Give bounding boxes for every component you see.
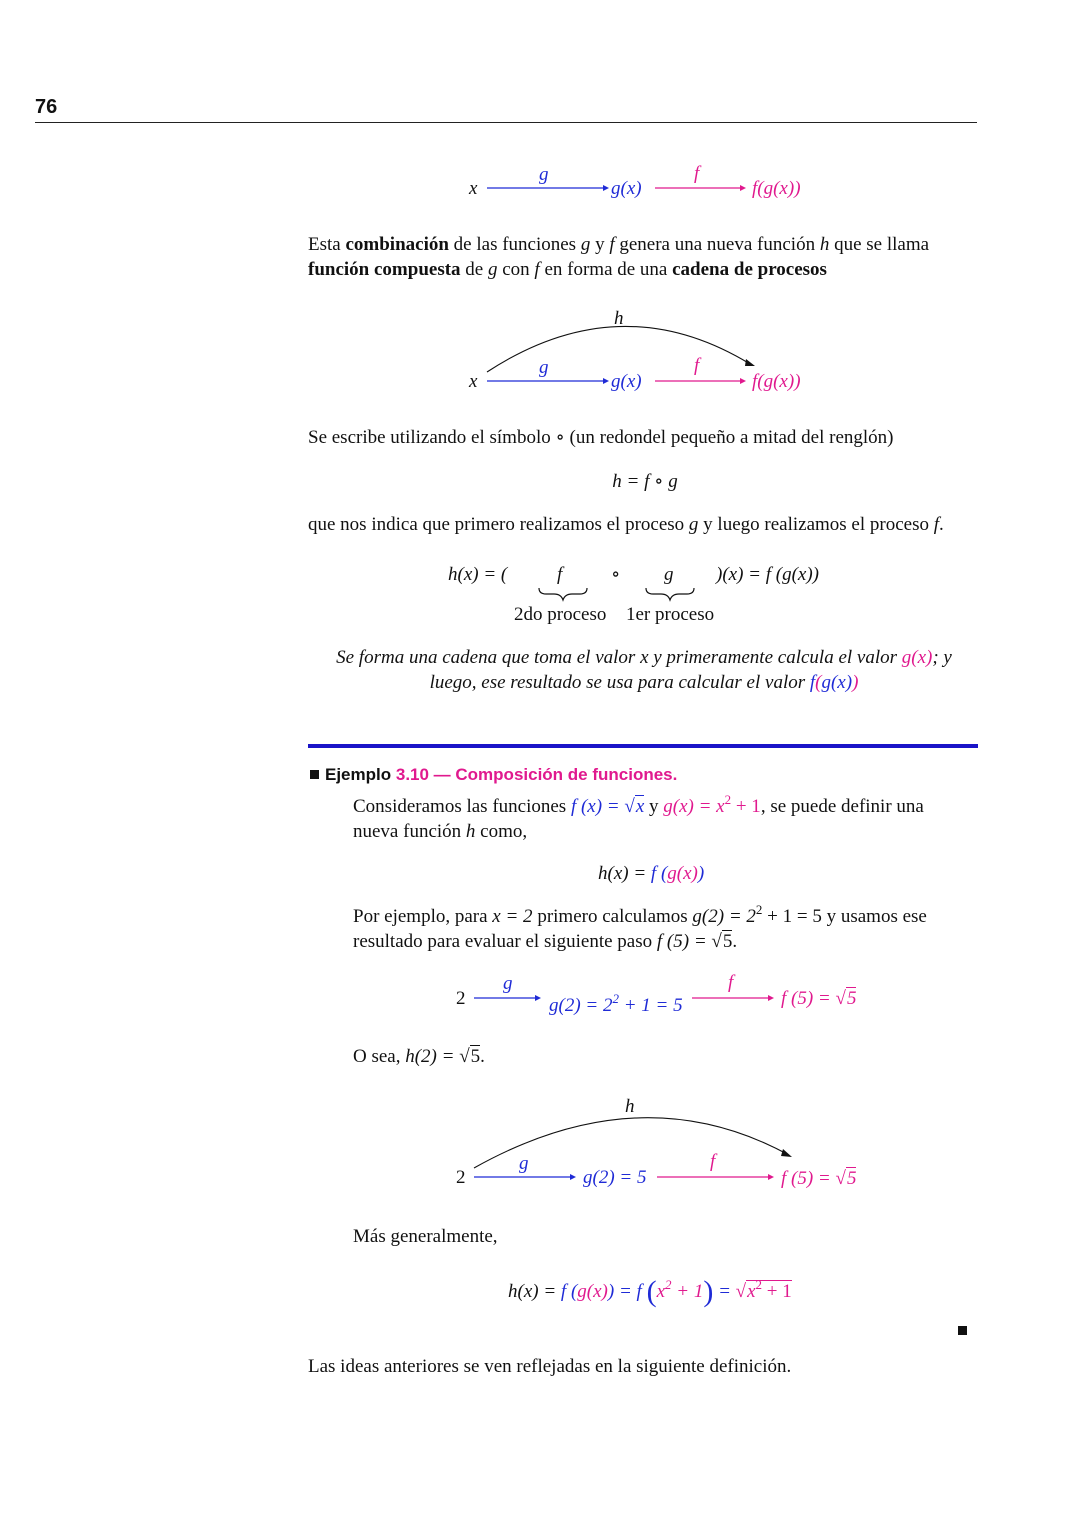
paragraph-combinacion: Esta combinación de las funciones g y f genera una nueva función h que se llama función compuesta de g con f en forma de una cadena de procesos [308,234,930,280]
diagram-4-mid: g(2) = 5 [583,1167,647,1188]
composition-g: g [664,564,674,585]
equation-h-fog: h = f ∘ g [612,471,678,492]
diagram-2-fgx: f(g(x)) [752,371,801,392]
diagram-3-mid: $g(2) = 2^2 + 1 = 5$ [549,991,683,1016]
composition-lhs: h(x) = ( [448,564,508,585]
diagram-4-two: 2 [456,1167,466,1188]
paragraph-primero: que nos indica que primero realizamos el proceso g y luego realizamos el proceso f. [308,514,944,535]
o-sea: O sea, h(2) = √5. [353,1046,485,1067]
diagram-3-f-label: f [728,972,734,993]
diagram-2-x: x [469,371,478,392]
diagram-2-gx: g(x) [611,371,642,392]
general-equation: h(x) = f (g(x)) = f $(x^2 + 1) = √x^2 + 1$ [508,1275,792,1308]
composition-rhs: )(x) = f (g(x)) [716,564,820,585]
closing-paragraph: Las ideas anteriores se ven reflejadas en la siguiente definición. [308,1356,792,1377]
label-1er-proceso: 1er proceso [626,604,715,625]
diagram-3-two: 2 [456,988,466,1009]
diagram-2-g-label: g [539,357,549,378]
diagram-3-end: f (5) = √5 [781,988,857,1009]
diagram-4-h-label: h [625,1096,635,1117]
diagram-3-g-label: g [503,973,513,994]
example-intro: Consideramos las funciones f (x) = √x y $g(x) = x^2 + 1$, se puede definir una nueva función h como, [353,792,924,842]
mas-generalmente: Más generalmente, [353,1226,498,1247]
composition-circ: ∘ [611,564,621,585]
diagram-2-h-label: h [614,308,624,329]
diagram-4-f-label: f [710,1151,716,1172]
diagram-4-end: f (5) = √5 [781,1168,857,1189]
diagram-1-g-label: g [539,164,549,185]
composition-f: f [557,564,563,585]
diagram-1-x: x [469,178,478,199]
diagram-1-fgx: f(g(x)) [752,178,801,199]
example-heading: Ejemplo 3.10 — Composición de funciones. [310,764,677,786]
paragraph-simbolo: Se escribe utilizando el símbolo ∘ (un redondel pequeño a mitad del renglón) [308,427,894,448]
example-por-ejemplo: Por ejemplo, para x = 2 primero calculamos $g(2) = 2^2 + 1 = 5$ y usamos ese resultado para evaluar el siguiente paso f (5) = √5. [353,902,927,952]
example-equation-h: h(x) = f (g(x)) [598,863,705,884]
example-end-square-icon [958,1326,967,1335]
diagram-4-g-label: g [519,1153,529,1174]
diagram-1-gx: g(x) [611,178,642,199]
label-2do-proceso: 2do proceso [514,604,607,625]
page-number: 76 [35,96,58,118]
diagram-1-f-label: f [694,163,700,184]
italic-note: Se forma una cadena que toma el valor x y primeramente calcula el valor g(x); y luego, ese resultado se usa para calcular el valor f(g(x)) [336,647,952,693]
diagram-2-f-label: f [694,355,700,376]
